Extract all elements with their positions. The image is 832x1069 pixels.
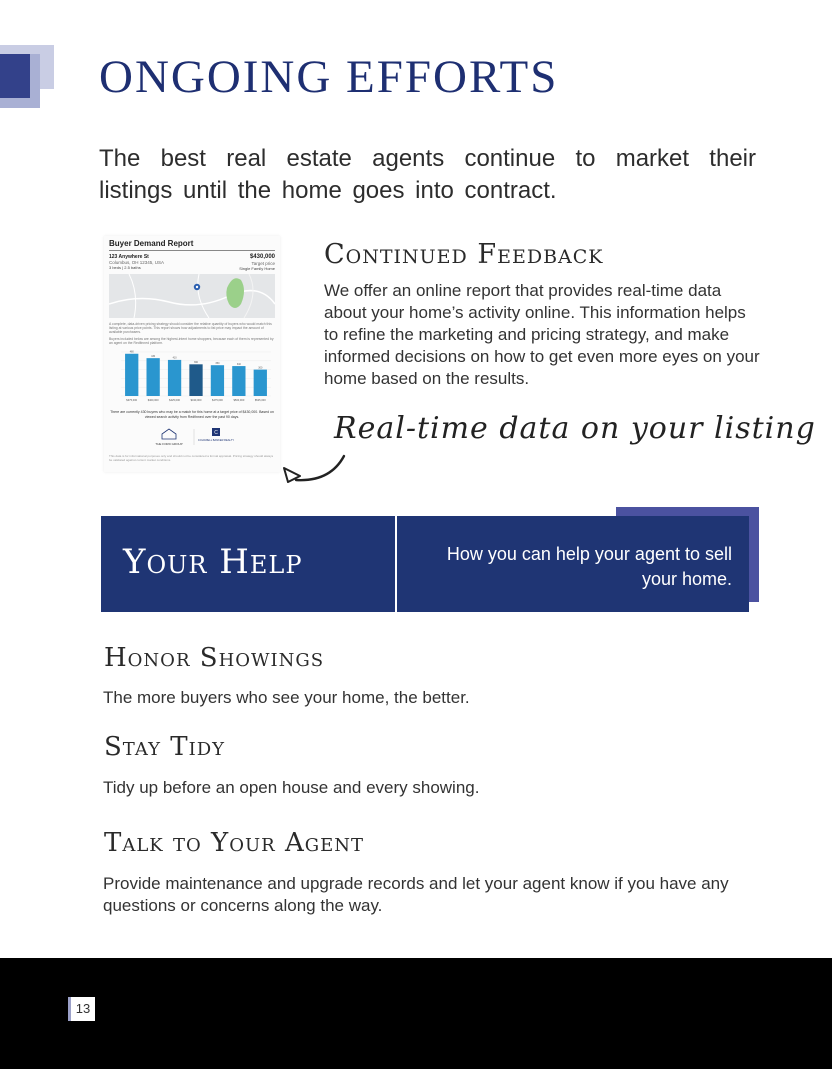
chart-category-label: $430,000 — [190, 399, 202, 402]
chart-data-label: 360 — [194, 361, 198, 365]
chart-category-label: $525,000 — [254, 399, 266, 402]
chart-bar — [147, 358, 160, 396]
report-city: Columbus, OH 12345, USA — [109, 260, 165, 265]
talk-to-agent-heading: Talk to Your Agent — [104, 828, 364, 858]
chart-bar — [189, 364, 202, 396]
report-address: 123 Anywhere St — [109, 254, 149, 260]
script-note: Real-time data on your listing — [334, 411, 816, 446]
talk-to-agent-text: Provide maintenance and upgrade records and let your agent know if you have any questions or concerns along the way. — [103, 874, 729, 915]
stay-tidy-text: Tidy up before an open house and every showing. — [103, 778, 480, 797]
report-home-type: Single Family Home — [239, 266, 275, 271]
your-help-banner — [101, 516, 749, 612]
report-price-label: Target price — [251, 261, 275, 266]
your-help-subtitle: How you can help your agent to sell your home. — [446, 544, 732, 589]
continued-feedback-heading: Continued Feedback — [324, 239, 604, 270]
chart-category-label: $375,000 — [126, 399, 138, 402]
report-beds: 3 beds | 2.5 baths — [109, 265, 141, 270]
report-paragraph-1: A complete, data-driven pricing strategy should consider the relative quantity of buyers who would match this listing at various price points. This report shows how adjustments to list price may impact the amount of available purchasers. — [109, 322, 272, 334]
report-summary: There are currently 430 buyers who may be a match for this home at a target price of $430,000. Based on viewed search activity from Redfinned over the past 90 days. — [110, 410, 274, 419]
chart-bar — [168, 360, 181, 396]
honor-showings-text: The more buyers who see your home, the better. — [103, 688, 470, 707]
report-title: Buyer Demand Report — [109, 239, 194, 248]
banner-divider — [395, 516, 397, 612]
stay-tidy-heading: Stay Tidy — [104, 732, 226, 762]
chart-data-label: 350 — [215, 362, 220, 365]
intro-text: The best real estate agents continue to market their listings until the home goes into contract. — [99, 145, 756, 204]
chart-category-label: $400,000 — [147, 399, 159, 402]
page-footer — [0, 958, 832, 1069]
chart-bar — [125, 354, 138, 396]
buyer-demand-report-image — [104, 236, 280, 472]
report-price: $430,000 — [249, 254, 275, 260]
chart-category-label: $500,000 — [233, 399, 245, 402]
svg-text:C: C — [214, 430, 218, 436]
chart-data-label: 430 — [151, 354, 156, 358]
svg-text:COLDWELL BANKER REALTY: COLDWELL BANKER REALTY — [197, 439, 235, 442]
chart-bar — [232, 366, 245, 396]
page-number: 13 — [68, 997, 95, 1021]
report-logos — [144, 426, 244, 448]
chart-data-label: 480 — [129, 350, 134, 354]
ford-group-logo — [155, 429, 182, 446]
report-disclaimer: This data is for informational purposes only and should not be considered a formal appraisal. Pricing strategy should always be validated against current market conditions. — [109, 454, 274, 462]
report-paragraph-2: Buyers included below are among the highest-intent home shoppers, because each of them is represented by an agent on the Redfinned platform. — [109, 337, 274, 345]
chart-category-label: $425,000 — [169, 399, 180, 402]
page-title: ONGOING EFFORTS — [99, 51, 559, 103]
curved-arrow-icon — [280, 450, 350, 492]
your-help-title: Your Help — [123, 542, 303, 582]
continued-feedback-text: We offer an online report that provides real-time data about your home’s activity online. This information helps to refine the marketing and pricing strategy, and make informed decisions on how to get even more eyes on your home based on the results. — [324, 281, 760, 388]
report-map — [109, 274, 275, 318]
corner-square-front — [0, 54, 30, 98]
chart-data-label: 300 — [258, 366, 263, 370]
chart-category-label: $475,000 — [212, 399, 223, 402]
coldwell-banker-logo — [198, 428, 234, 442]
honor-showings-heading: Honor Showings — [104, 643, 325, 673]
chart-bar — [254, 370, 267, 396]
report-divider — [109, 250, 275, 251]
report-bar-chart — [109, 348, 275, 406]
chart-data-label: 410 — [172, 356, 177, 360]
svg-text:THE FORD GROUP: THE FORD GROUP — [155, 442, 183, 446]
chart-data-label: 340 — [236, 362, 241, 366]
chart-bar — [211, 365, 224, 396]
